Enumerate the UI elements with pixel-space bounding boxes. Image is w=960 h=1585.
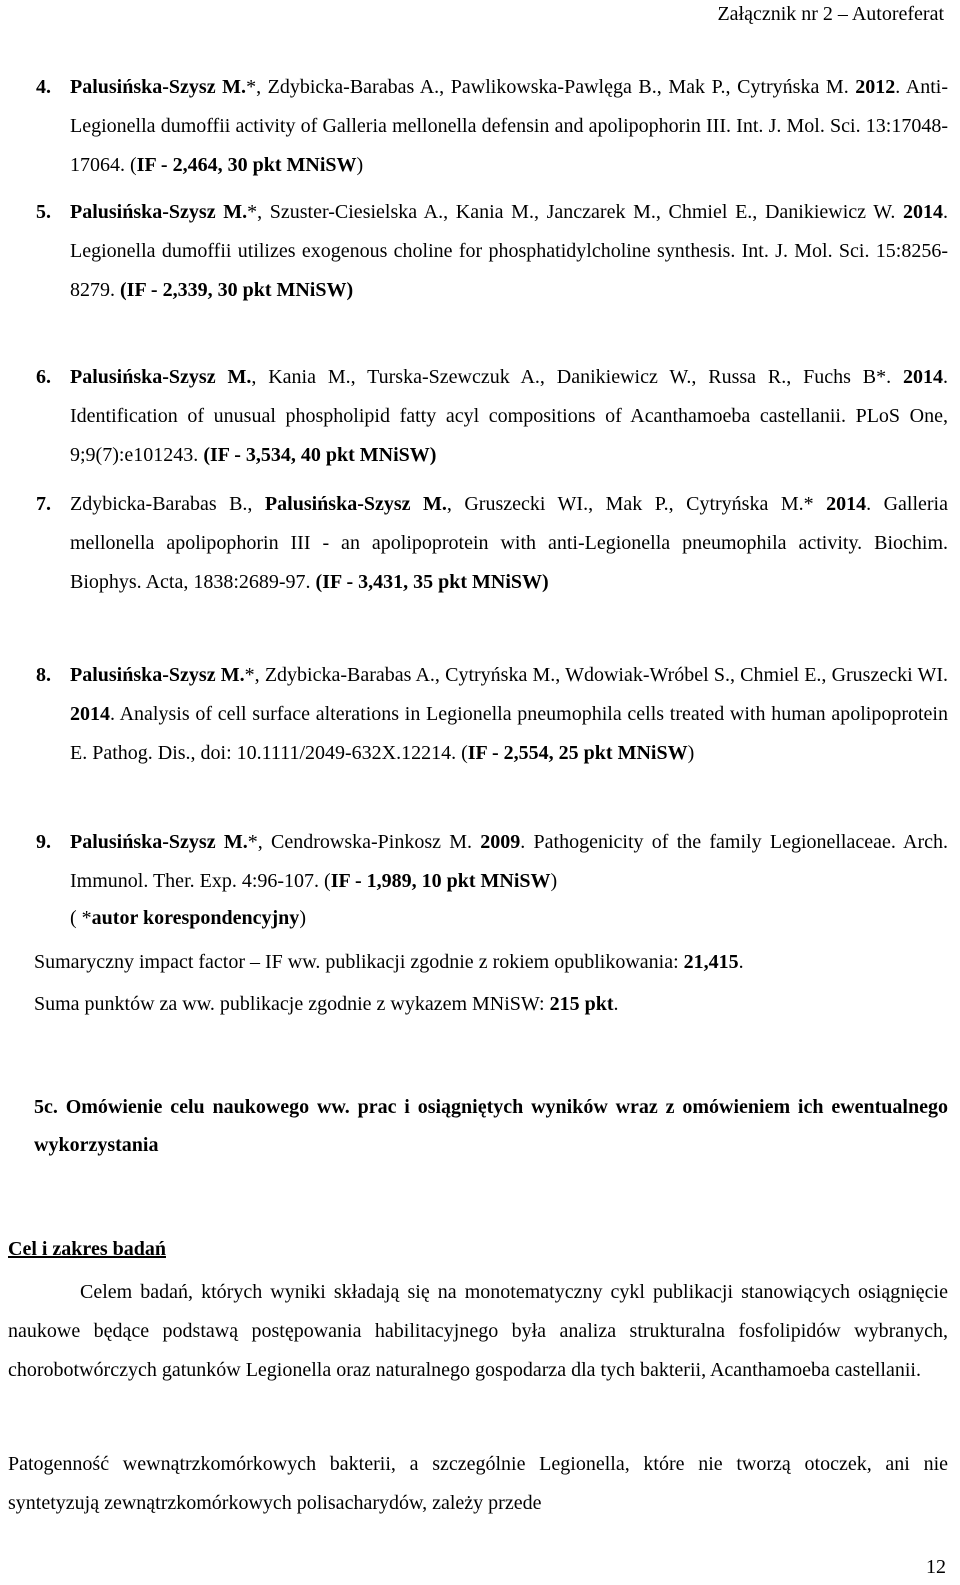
publication-text-part: Palusińska-Szysz M.	[264, 493, 447, 515]
summary-impact-factor	[34, 943, 948, 982]
publication-text-part: IF - 1,989, 10 pkt MNiSW	[330, 870, 551, 892]
paragraph-aim: Celem badań, których wyniki składają się na monotematyczny cykl publikacji stanowiących osiągnięcie naukowe będące podstawą postępowania habilitacyjnego była analiza strukturalna fosfolipidów wybranych, chorobotwórczych gatunków Legionella oraz naturalnego gospodarza dla tych bakterii, Acanthamoeba castellanii.	[8, 1281, 948, 1381]
publication-text-part: *, Zdybicka-Barabas A., Cytryńska M., Wdowiak-Wróbel S., Chmiel E., Gruszecki WI.	[244, 664, 948, 686]
footnote-pre: ( *	[70, 907, 92, 929]
publication-text-part: , Gruszecki WI., Mak P., Cytryńska M.*	[446, 493, 827, 515]
summary-if-end: .	[738, 951, 744, 973]
publication-text-part: )	[687, 742, 695, 764]
section-title-text: 5c. Omówienie celu naukowego ww. prac i osiągniętych wyników wraz z omówieniem ich ewentualnego wykorzystania	[34, 1096, 948, 1156]
summary-if-text: Sumaryczny impact factor – IF ww. publikacji zgodnie z rokiem opublikowania:	[34, 951, 684, 973]
publication-text-part: )	[550, 870, 558, 892]
publication-text-part: 2009	[480, 831, 521, 853]
publication-text-part: 2014	[903, 201, 943, 223]
publication-text-part: . Identification of unusual phospholipid fatty acyl compositions of Acanthamoeba castellanii. PLoS One, 9;9(7):e101243.	[70, 366, 948, 466]
footnote-bold: autor korespondencyjny	[91, 907, 300, 929]
subsection-title: Cel i zakres badań	[8, 1238, 166, 1260]
publication-entry	[36, 358, 948, 475]
publication-text-part: . Analysis of cell surface alterations in Legionella pneumophila cells treated with human apolipoprotein E. Pathog. Dis., doi: 10.1111/2049-632X.12214. (	[70, 703, 948, 764]
page-number: 12	[926, 1556, 946, 1578]
publication-entry	[36, 485, 948, 602]
publication-entry	[36, 656, 948, 773]
publication-text-part: , Kania M., Turska-Szewczuk A., Danikiewicz W., Russa R., Fuchs B*.	[251, 366, 903, 388]
publication-text-part: IF - 2,464, 30 pkt MNiSW	[136, 154, 357, 176]
publication-text-part: *, Zdybicka-Barabas A., Pawlikowska-Pawlęga B., Mak P., Cytryńska M.	[246, 76, 856, 98]
publication-text-part: *, Cendrowska-Pinkosz M.	[247, 831, 481, 853]
section-title	[34, 1088, 948, 1164]
publication-text-part: *, Szuster-Ciesielska A., Kania M., Janczarek M., Chmiel E., Danikiewicz W.	[247, 201, 903, 223]
paragraph-pathogenicity: Patogenność wewnątrzkomórkowych bakterii, a szczególnie Legionella, które nie tworzą otoczek, ani nie syntetyzują zewnątrzkomórkowych polisacharydów, zależy przede	[8, 1453, 948, 1514]
publication-text-part: IF - 2,554, 25 pkt MNiSW	[467, 742, 688, 764]
publication-text-part: Zdybicka-Barabas B.,	[70, 493, 265, 515]
publication-number: 6.	[36, 366, 51, 388]
publication-number: 5.	[36, 201, 51, 223]
corresponding-author-note	[70, 899, 948, 938]
publication-number: 4.	[36, 76, 51, 98]
summary-pts-end: .	[613, 993, 619, 1015]
publication-text-part: 2012	[855, 76, 896, 98]
publication-text-part: (IF - 3,534, 40 pkt MNiSW)	[203, 444, 437, 466]
publication-text-part: . Legionella dumoffii utilizes exogenous choline for phosphatidylcholine synthesis. Int. J. Mol. Sci. 15:8256-8279.	[70, 201, 948, 301]
publication-text-part: Palusińska-Szysz M.	[70, 831, 248, 853]
publication-text-part: (IF - 2,339, 30 pkt MNiSW)	[120, 279, 354, 301]
publication-text-part: 2014	[903, 366, 943, 388]
publication-text-part: . Anti-Legionella dumoffii activity of Galleria mellonella defensin and apolipophorin III. Int. J. Mol. Sci. 13:17048-17064. (	[70, 76, 948, 176]
publication-number: 7.	[36, 493, 51, 515]
summary-pts-text: Suma punktów za ww. publikacje zgodnie z wykazem MNiSW:	[34, 993, 550, 1015]
publication-text-part: Palusińska-Szysz M.	[70, 366, 252, 388]
publication-text-part: (IF - 3,431, 35 pkt MNiSW)	[315, 571, 549, 593]
publication-text-part: Palusińska-Szysz M.	[70, 76, 247, 98]
summary-pts-value: 215 pkt	[549, 993, 614, 1015]
footnote-post: )	[299, 907, 306, 929]
publication-text-part: )	[356, 154, 364, 176]
summary-if-value: 21,415	[683, 951, 739, 973]
publication-text-part: . Galleria mellonella apolipophorin III - an apolipoprotein with anti-Legionella pneumophila activity. Biochim. Biophys. Acta, 1838:2689-97.	[70, 493, 948, 593]
publication-entry	[36, 193, 948, 310]
publication-number: 8.	[36, 664, 51, 686]
document-header: Załącznik nr 2 – Autoreferat	[717, 3, 944, 25]
publication-entry	[36, 68, 948, 185]
publication-text-part: Palusińska-Szysz M.	[70, 201, 248, 223]
summary-points	[34, 985, 948, 1024]
publication-number: 9.	[36, 831, 51, 853]
publication-text-part: Palusińska-Szysz M.	[70, 664, 245, 686]
publication-entry	[36, 823, 948, 901]
publication-text-part: . Pathogenicity of the family Legionellaceae. Arch. Immunol. Ther. Exp. 4:96-107. (	[70, 831, 949, 892]
publication-text-part: 2014	[70, 703, 110, 725]
publication-text-part: 2014	[826, 493, 867, 515]
